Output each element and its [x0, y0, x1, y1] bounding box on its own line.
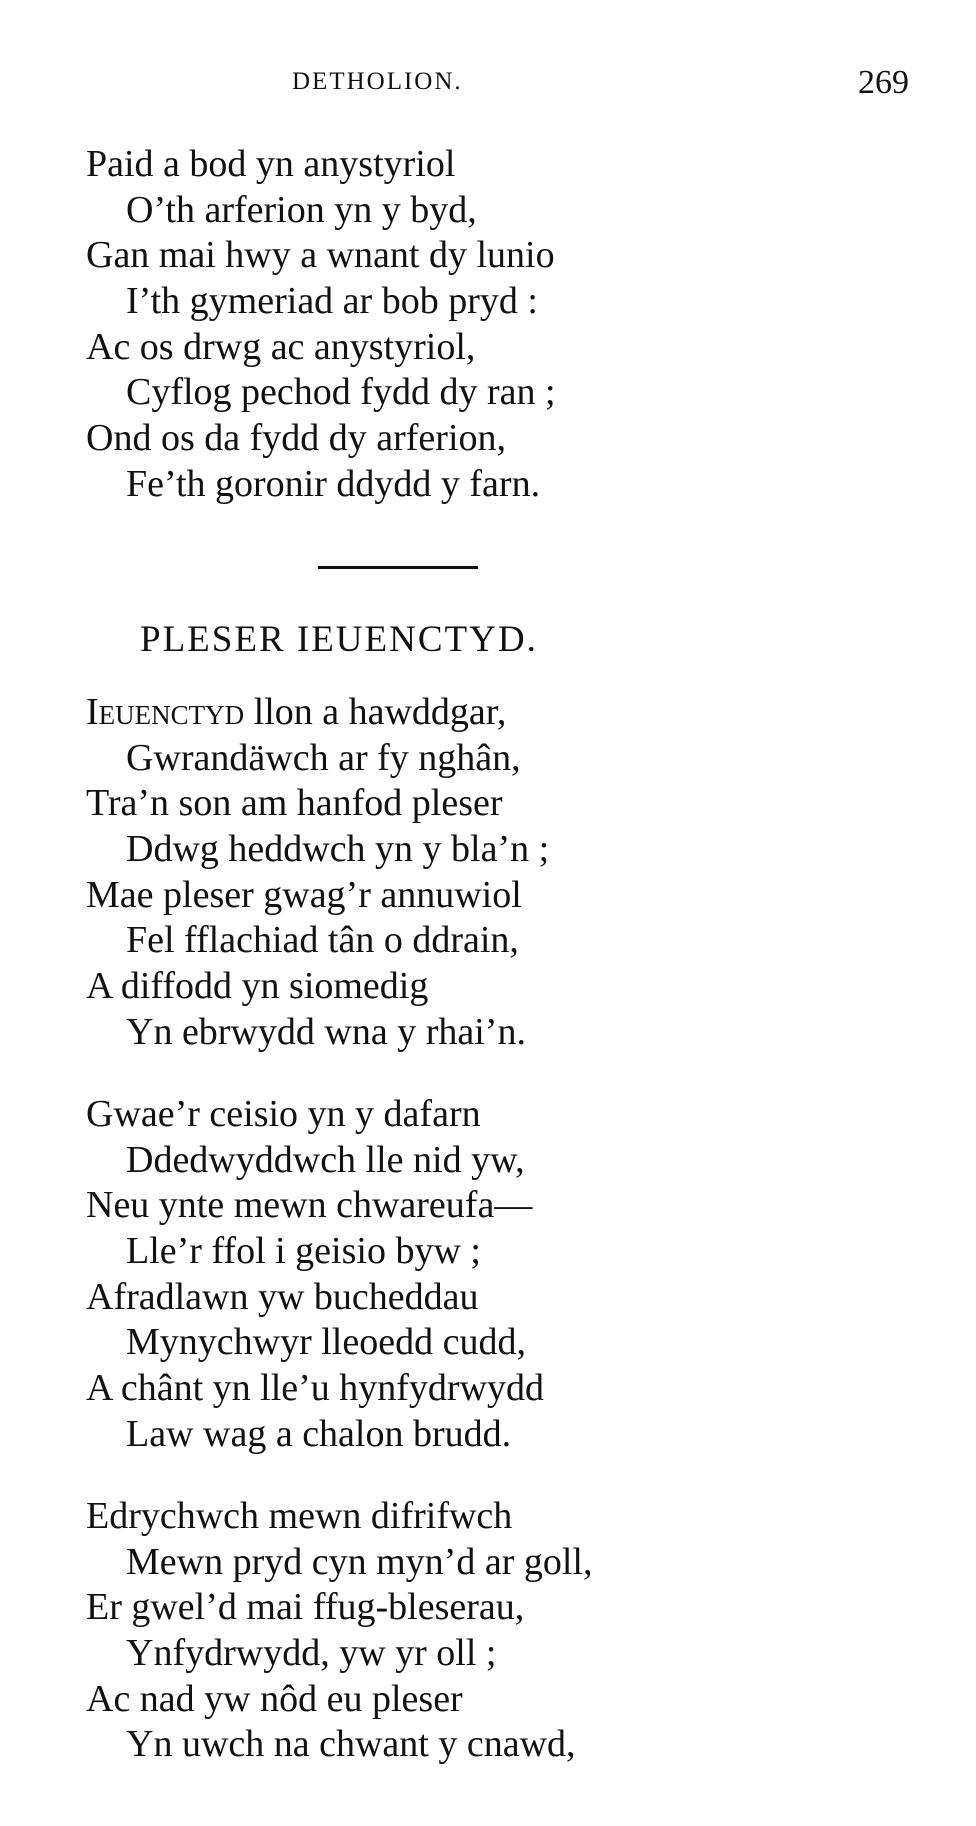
poem-stanza-1: [86, 690, 886, 1056]
verse-line: Ac nad yw nôd eu pleser: [86, 1677, 463, 1720]
verse-line: Ddedwyddwch lle nid yw,: [126, 1138, 525, 1181]
verse-line: Yn uwch na chwant y cnawd,: [126, 1723, 576, 1766]
verse-line-opening: [86, 690, 886, 736]
page-number: 269: [858, 64, 909, 101]
verse-line: Edrychwch mewn difrifwch: [86, 1495, 513, 1537]
verse-line: Ond os da fydd dy arferion,: [86, 417, 507, 460]
opening-line-rest: llon a hawddgar,: [244, 691, 507, 733]
verse-line: A diffodd yn siomedig: [86, 965, 429, 1008]
verse-line: Law wag a chalon brudd.: [126, 1412, 512, 1455]
verse-line: Ynfydrwydd, yw yr oll ;: [126, 1632, 497, 1675]
verse-line: Lle’r ffol i geisio byw ;: [126, 1230, 481, 1273]
poem-stanza-3: [86, 1494, 886, 1768]
verse-line: Afradlawn yw bucheddau: [86, 1275, 479, 1318]
section-divider: [318, 566, 478, 569]
running-title: DETHOLION.: [292, 68, 463, 95]
verse-line: Mewn pryd cyn myn’d ar goll,: [126, 1540, 593, 1583]
verse-line: A chânt yn lle’u hynfydrwydd: [86, 1367, 545, 1410]
verse-line: Fel fflachiad tân o ddrain,: [126, 919, 519, 962]
verse-line: Gwrandäwch ar fy nghân,: [126, 736, 521, 779]
verse-line: O’th arferion yn y byd,: [126, 188, 477, 231]
poem-title: PLESER IEUENCTYD.: [140, 619, 538, 660]
verse-line: Paid a bod yn anystyriol: [86, 143, 456, 185]
poem-stanza-previous: [86, 142, 886, 508]
running-head: [0, 64, 976, 108]
verse-line: Fe’th goronir ddydd y farn.: [126, 462, 541, 505]
verse-line: Ac os drwg ac anystyriol,: [86, 325, 476, 368]
opening-word: Ieuenctyd: [86, 691, 245, 733]
verse-line: Ddwg heddwch yn y bla’n ;: [126, 828, 550, 871]
verse-line: Mynychwyr lleoedd cudd,: [126, 1321, 526, 1364]
verse-line: Yn ebrwydd wna y rhai’n.: [126, 1010, 526, 1053]
verse-line: Gwae’r ceisio yn y dafarn: [86, 1093, 481, 1135]
poem-stanza-2: [86, 1092, 886, 1458]
verse-line: Neu ynte mewn chwareufa—: [86, 1184, 533, 1227]
verse-line: Er gwel’d mai ffug-bleserau,: [86, 1586, 525, 1629]
verse-line: Cyflog pechod fydd dy ran ;: [126, 371, 556, 414]
verse-line: Gan mai hwy a wnant dy lunio: [86, 234, 555, 277]
verse-line: Mae pleser gwag’r annuwiol: [86, 873, 522, 916]
verse-line: I’th gymeriad ar bob pryd :: [126, 280, 538, 323]
verse-line: Tra’n son am hanfod pleser: [86, 782, 503, 825]
